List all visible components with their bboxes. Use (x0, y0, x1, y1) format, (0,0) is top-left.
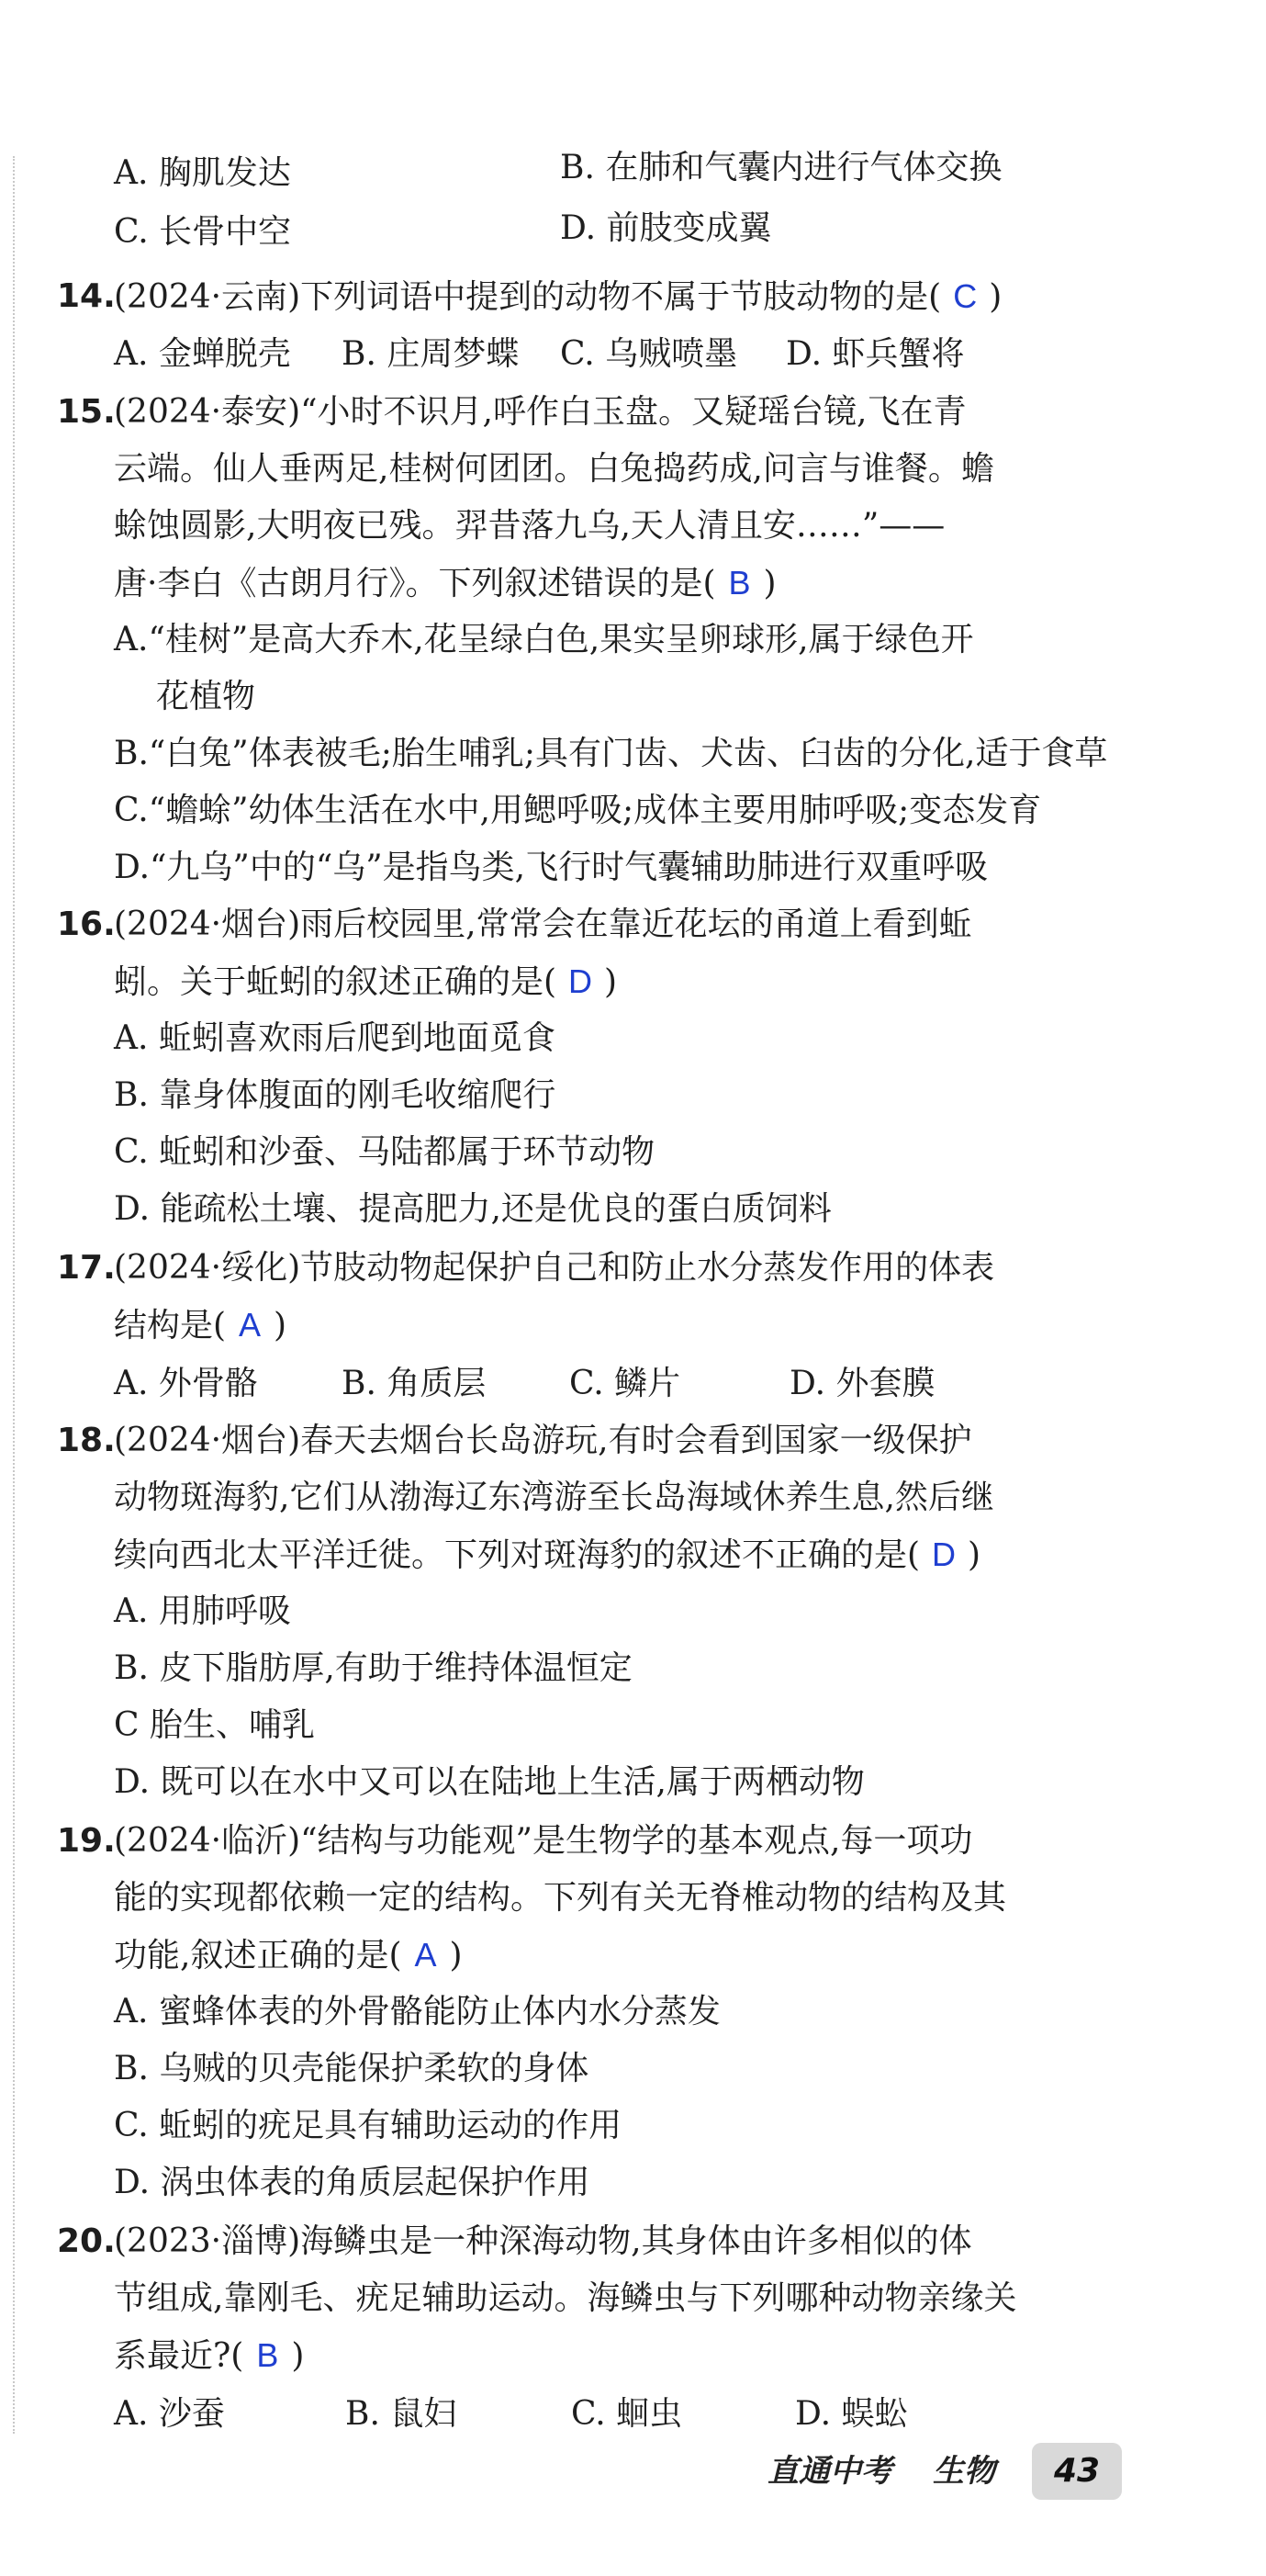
q15-option-d: D.“九乌”中的“乌”是指鸟类,飞行时气囊辅助肺进行双重呼吸 (114, 849, 989, 886)
q14-option-c: C. 乌贼喷墨 (560, 335, 738, 373)
q19-option-d: D. 涡虫体表的角质层起保护作用 (114, 2164, 590, 2201)
paren-close: ) (604, 963, 618, 1001)
paren-close: ) (291, 2337, 305, 2375)
paren-close: ) (968, 1536, 981, 1574)
question-stem-line: (2024·泰安)“小时不识月,呼作白玉盘。又疑瑶台镜,飞在青 (114, 393, 967, 431)
question-stem (114, 268, 1133, 325)
subject-label: 生物 (933, 2453, 995, 2490)
question-stem-line (114, 953, 1133, 1010)
q15-option-a-cont: 花植物 (156, 678, 256, 715)
q13-option-a: A. 胸肌发达 (114, 154, 291, 192)
answer-mark: A (414, 1936, 437, 1974)
q14-option-d: D. 虾兵蟹将 (786, 335, 965, 373)
question-stem-line: 动物斑海豹,它们从渤海辽东湾游至长岛海域休养生息,然后继 (114, 1479, 994, 1516)
stem-text: 结构是( (114, 1307, 227, 1344)
q13-option-b: B. 在肺和气囊内进行气体交换 (560, 149, 1003, 186)
page-number: 43 (1032, 2443, 1122, 2500)
question-stem-line: 节组成,靠刚毛、疣足辅助运动。海鳞虫与下列哪种动物亲缘关 (114, 2279, 1017, 2317)
q19-option-a: A. 蜜蜂体表的外骨骼能防止体内水分蒸发 (114, 1993, 721, 2030)
q18-option-c: C 胎生、哺乳 (114, 1706, 315, 1744)
q20-option-a: A. 沙蚕 (114, 2395, 225, 2433)
paren-close: ) (274, 1307, 287, 1344)
answer-mark: D (932, 1535, 957, 1573)
answer-mark: D (568, 962, 593, 1000)
q16-option-a: A. 蚯蚓喜欢雨后爬到地面觅食 (114, 1019, 555, 1057)
answer-mark: A (239, 1306, 262, 1344)
question-stem-line: 蜍蚀圆影,大明夜已残。羿昔落九乌,天人清且安……”—— (114, 507, 946, 545)
q18-option-b: B. 皮下脂肪厚,有助于维持体温恒定 (114, 1649, 633, 1687)
answer-mark: B (256, 2336, 279, 2374)
q14-option-b: B. 庄周梦蝶 (342, 335, 520, 373)
question-stem-line (114, 1927, 1133, 1984)
q15-option-b: B.“白兔”体表被毛;胎生哺乳;具有门齿、犬齿、臼齿的分化,适于食草 (114, 735, 1108, 772)
q16-option-c: C. 蚯蚓和沙蚕、马陆都属于环节动物 (114, 1133, 655, 1171)
q13-option-d: D. 前肢变成翼 (560, 209, 772, 247)
question-number: 16. (57, 906, 116, 943)
q20-option-c: C. 蛔虫 (571, 2395, 683, 2433)
question-stem-line: (2024·临沂)“结构与功能观”是生物学的基本观点,每一项功 (114, 1822, 973, 1860)
paren-close: ) (989, 278, 1003, 316)
stem-text: 功能,叙述正确的是( (114, 1937, 402, 1974)
question-number: 14. (57, 277, 116, 315)
paren-close: ) (763, 565, 777, 602)
question-stem-line: (2023·淄博)海鳞虫是一种深海动物,其身体由许多相似的体 (114, 2222, 972, 2260)
question-stem-line: 能的实现都依赖一定的结构。下列有关无脊椎动物的结构及其 (114, 1879, 1007, 1917)
q13-option-c: C. 长骨中空 (114, 213, 292, 251)
q17-option-b: B. 角质层 (342, 1365, 487, 1402)
question-stem-line (114, 1297, 1133, 1354)
q17-option-c: C. 鳞片 (569, 1365, 681, 1402)
q17-option-a: A. 外骨骼 (114, 1365, 258, 1402)
question-number: 15. (57, 393, 116, 431)
question-number: 20. (57, 2222, 116, 2260)
q18-option-d: D. 既可以在水中又可以在陆地上生活,属于两栖动物 (114, 1763, 865, 1801)
stem-text: 系最近?( (114, 2337, 244, 2375)
q14-option-a: A. 金蝉脱壳 (114, 335, 291, 373)
stem-text: 唐·李白《古朗月行》。下列叙述错误的是( (114, 565, 716, 602)
question-number: 18. (57, 1422, 116, 1459)
q17-option-d: D. 外套膜 (790, 1365, 935, 1402)
question-stem-line (114, 1526, 1133, 1583)
question-stem-line: (2024·烟台)雨后校园里,常常会在靠近花坛的甬道上看到蚯 (114, 906, 972, 943)
q16-option-b: B. 靠身体腹面的刚毛收缩爬行 (114, 1076, 556, 1114)
question-number: 17. (57, 1249, 116, 1287)
q19-option-c: C. 蚯蚓的疣足具有辅助运动的作用 (114, 2107, 622, 2144)
question-stem-line: (2024·绥化)节肢动物起保护自己和防止水分蒸发作用的体表 (114, 1249, 995, 1287)
paren-close: ) (449, 1937, 463, 1974)
stem-text: 续向西北太平洋迁徙。下列对斑海豹的叙述不正确的是( (114, 1536, 921, 1574)
answer-mark: B (728, 564, 751, 602)
question-stem-line (114, 555, 1133, 612)
q15-option-c: C.“蟾蜍”幼体生活在水中,用鳃呼吸;成体主要用肺呼吸;变态发育 (114, 792, 1042, 829)
q20-option-b: B. 鼠妇 (345, 2395, 457, 2433)
answer-mark: C (953, 277, 978, 315)
stem-text: (2024·云南)下列词语中提到的动物不属于节肢动物的是( (114, 278, 942, 316)
q19-option-b: B. 乌贼的贝壳能保护柔软的身体 (114, 2050, 589, 2087)
question-stem-line: (2024·烟台)春天去烟台长岛游玩,有时会看到国家一级保护 (114, 1422, 972, 1459)
book-title: 直通中考 (767, 2453, 892, 2490)
question-stem-line: 云端。仙人垂两足,桂树何团团。白兔捣药成,问言与谁餐。蟾 (114, 450, 994, 488)
q15-option-a: A.“桂树”是高大乔木,花呈绿白色,果实呈卵球形,属于绿色开 (114, 621, 974, 658)
stem-text: 蚓。关于蚯蚓的叙述正确的是( (114, 963, 557, 1001)
question-number: 19. (57, 1822, 116, 1860)
q18-option-a: A. 用肺呼吸 (114, 1592, 291, 1630)
question-stem-line (114, 2327, 1133, 2384)
q20-option-d: D. 蜈蚣 (795, 2395, 908, 2433)
q16-option-d: D. 能疏松土壤、提高肥力,还是优良的蛋白质饲料 (114, 1190, 832, 1228)
